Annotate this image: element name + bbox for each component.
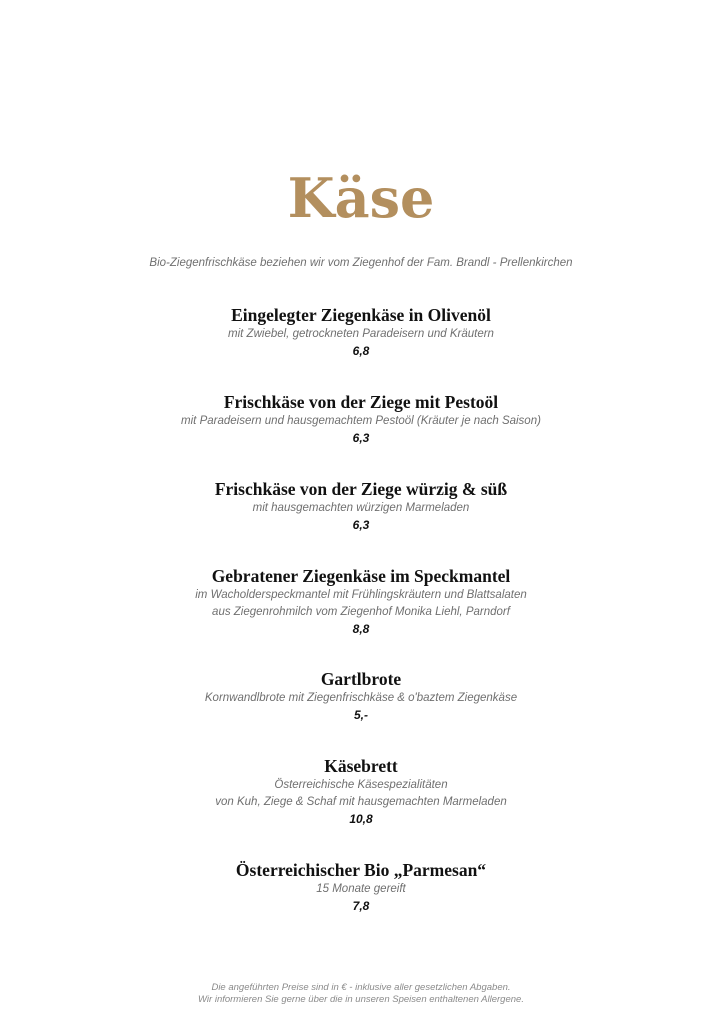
item-description: Österreichische Käsespezialitäten [274, 779, 448, 791]
item-description: 15 Monate gereift [316, 883, 406, 895]
footer-line: Die angeführten Preise sind in € - inklusive aller gesetzlichen Abgaben. [211, 982, 511, 993]
item-price: 6,3 [352, 431, 370, 445]
item-name: Käsebrett [324, 756, 398, 776]
footer-line: Wir informieren Sie gerne über die in unseren Speisen enthaltenen Allergene. [198, 994, 524, 1005]
menu-item [0, 859, 722, 915]
item-description: mit hausgemachten würzigen Marmeladen [252, 502, 470, 514]
menu-item [0, 478, 722, 534]
menu-item [0, 668, 722, 724]
item-name: Gartlbrote [320, 669, 402, 689]
item-price: 6,8 [352, 344, 370, 358]
footer-note [0, 982, 722, 1006]
item-name: Österreichischer Bio „Parmesan“ [235, 860, 487, 880]
item-description: mit Zwiebel, getrockneten Paradeisern und Kräutern [228, 328, 494, 340]
page-title: Käse [287, 166, 435, 230]
item-description: Kornwandlbrote mit Ziegenfrischkäse & o'baztem Ziegenkäse [204, 692, 518, 704]
item-description: von Kuh, Ziege & Schaf mit hausgemachten Marmeladen [215, 796, 507, 808]
menu-item [0, 755, 722, 828]
intro-text: Bio-Ziegenfrischkäse beziehen wir vom Ziegenhof der Fam. Brandl - Prellenkirchen [149, 257, 573, 269]
item-name: Frischkäse von der Ziege würzig & süß [214, 479, 508, 499]
item-description: aus Ziegenrohmilch vom Ziegenhof Monika Liehl, Parndorf [212, 606, 510, 618]
item-price: 5,- [353, 708, 368, 722]
item-price: 7,8 [352, 899, 370, 913]
menu-item [0, 304, 722, 360]
item-name: Eingelegter Ziegenkäse in Olivenöl [231, 305, 491, 325]
item-name: Frischkäse von der Ziege mit Pestoöl [223, 392, 499, 412]
menu-item [0, 565, 722, 638]
item-price: 6,3 [352, 518, 370, 532]
item-price: 8,8 [352, 622, 370, 636]
item-name: Gebratener Ziegenkäse im Speckmantel [211, 566, 511, 586]
item-description: mit Paradeisern und hausgemachtem Pestoöl (Kräuter je nach Saison) [181, 415, 541, 427]
item-price: 10,8 [349, 812, 373, 826]
item-description: im Wacholderspeckmantel mit Frühlingskräutern und Blattsalaten [195, 589, 527, 601]
menu-item [0, 391, 722, 447]
